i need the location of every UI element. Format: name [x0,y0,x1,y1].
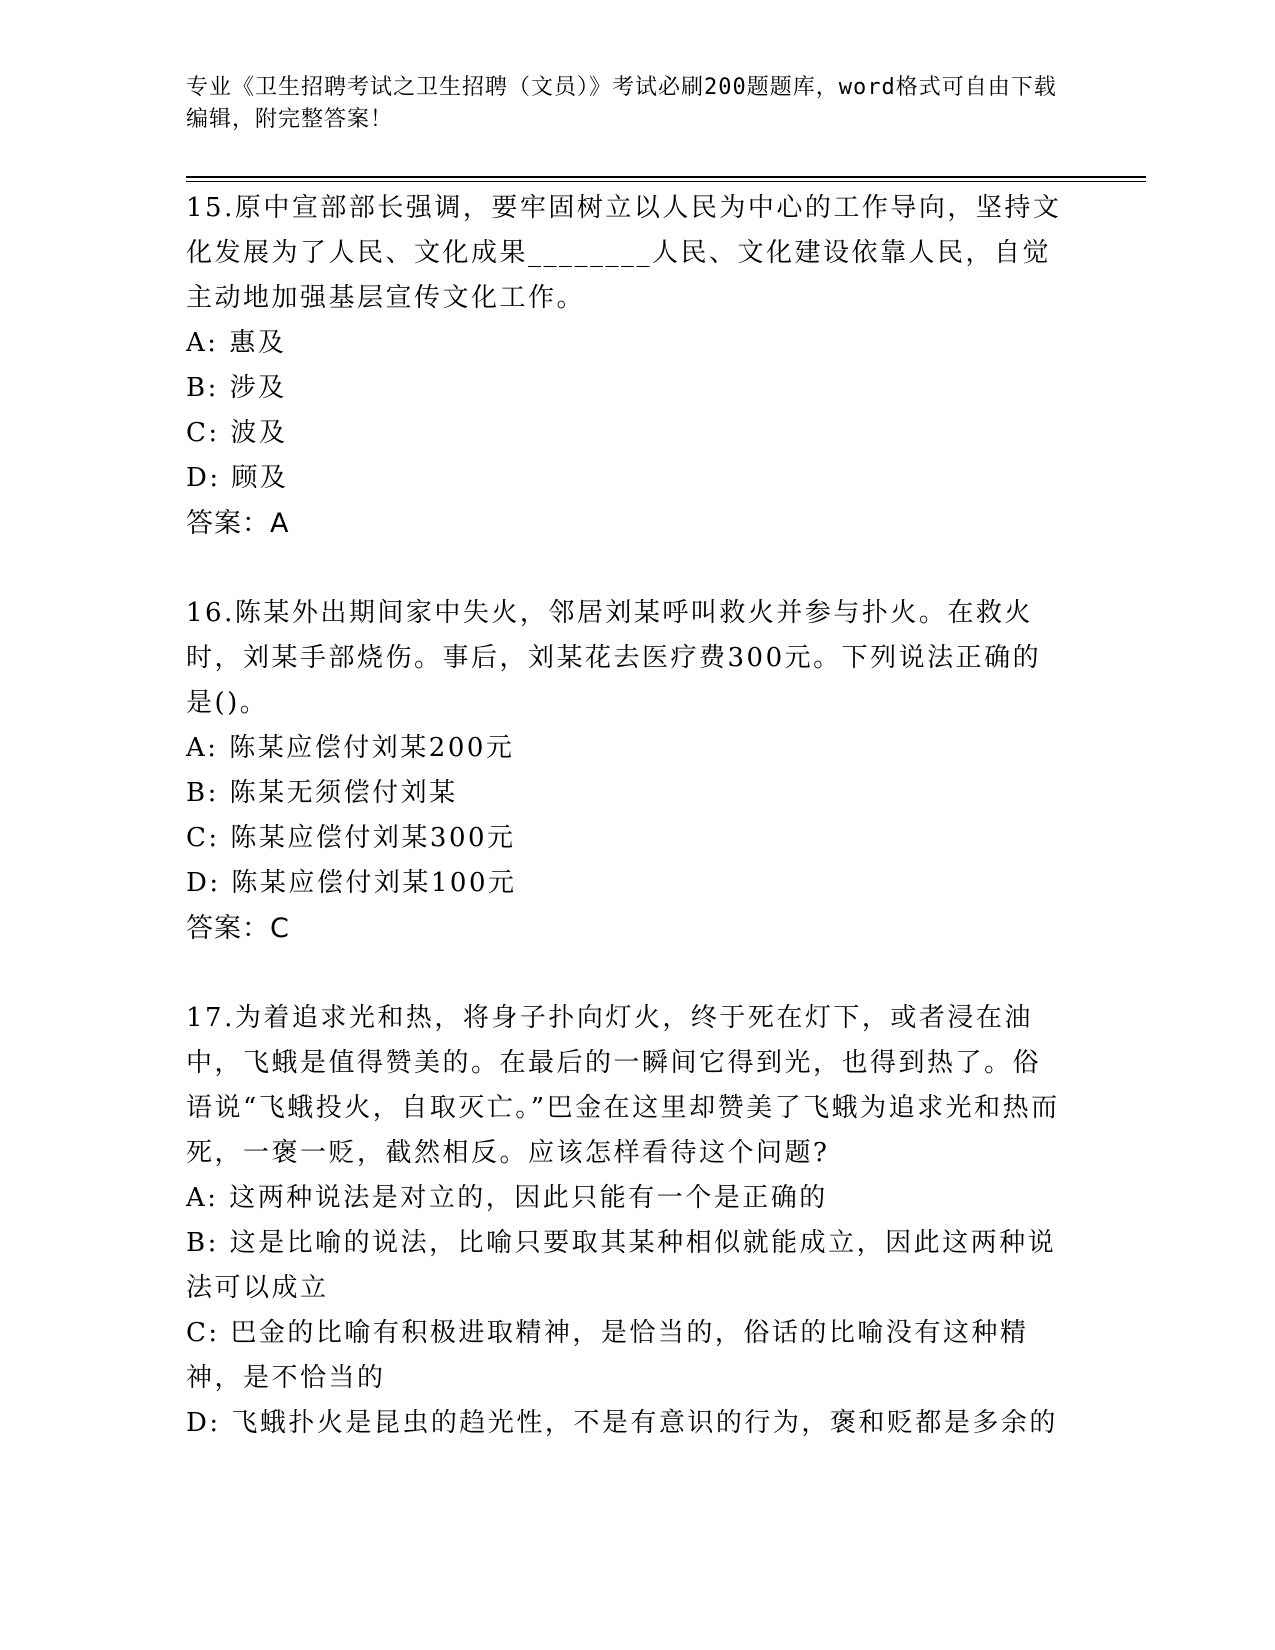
question-17 [186,996,1066,1446]
document-header: 专业《卫生招聘考试之卫生招聘（文员）》考试必刷200题题库，word格式可自由下载编辑，附完整答案！ [186,75,1057,132]
option-a: A: 陈某应偿付刘某200元 [186,733,515,763]
header-divider-thin [186,181,1146,182]
question-list [186,186,1066,1446]
question-text: 17.为着追求光和热，将身子扑向灯火，终于死在灯下，或者浸在油中，飞蛾是值得赞美的。在最后的一瞬间它得到光，也得到热了。俗语说“飞蛾投火，自取灭亡。”巴金在这里却赞美了飞蛾为追求光和热而死，一褒一贬，截然相反。应该怎样看待这个问题? [186,1003,1060,1168]
header-divider-thick [186,176,1146,178]
question-15 [186,186,1066,546]
answer-label: 答案：C [186,913,290,944]
option-a: A: 惠及 [186,328,287,358]
question-spacer [186,951,1066,996]
question-16 [186,591,1066,951]
option-c: C: 陈某应偿付刘某300元 [186,823,516,853]
answer-label: 答案：A [186,508,290,539]
option-d: D: 飞蛾扑火是昆虫的趋光性，不是有意识的行为，褒和贬都是多余的 [186,1408,1058,1438]
question-text: 15.原中宣部部长强调，要牢固树立以人民为中心的工作导向，坚持文化发展为了人民、文化成果________人民、文化建设依靠人民，自觉主动地加强基层宣传文化工作。 [186,193,1062,313]
option-c: C: 波及 [186,418,288,448]
question-spacer [186,546,1066,591]
option-b: B: 涉及 [186,373,287,403]
option-a: A: 这两种说法是对立的，因此只能有一个是正确的 [186,1183,828,1213]
option-b: B: 这是比喻的说法，比喻只要取其某种相似就能成立，因此这两种说法可以成立 [186,1228,1057,1303]
question-text: 16.陈某外出期间家中失火，邻居刘某呼叫救火并参与扑火。在救火时，刘某手部烧伤。事后，刘某花去医疗费300元。下列说法正确的是()。 [186,598,1042,718]
option-d: D: 陈某应偿付刘某100元 [186,868,517,898]
option-c: C: 巴金的比喻有积极进取精神，是恰当的，俗话的比喻没有这种精神，是不恰当的 [186,1318,1029,1393]
option-d: D: 顾及 [186,463,289,493]
option-b: B: 陈某无须偿付刘某 [186,778,458,808]
